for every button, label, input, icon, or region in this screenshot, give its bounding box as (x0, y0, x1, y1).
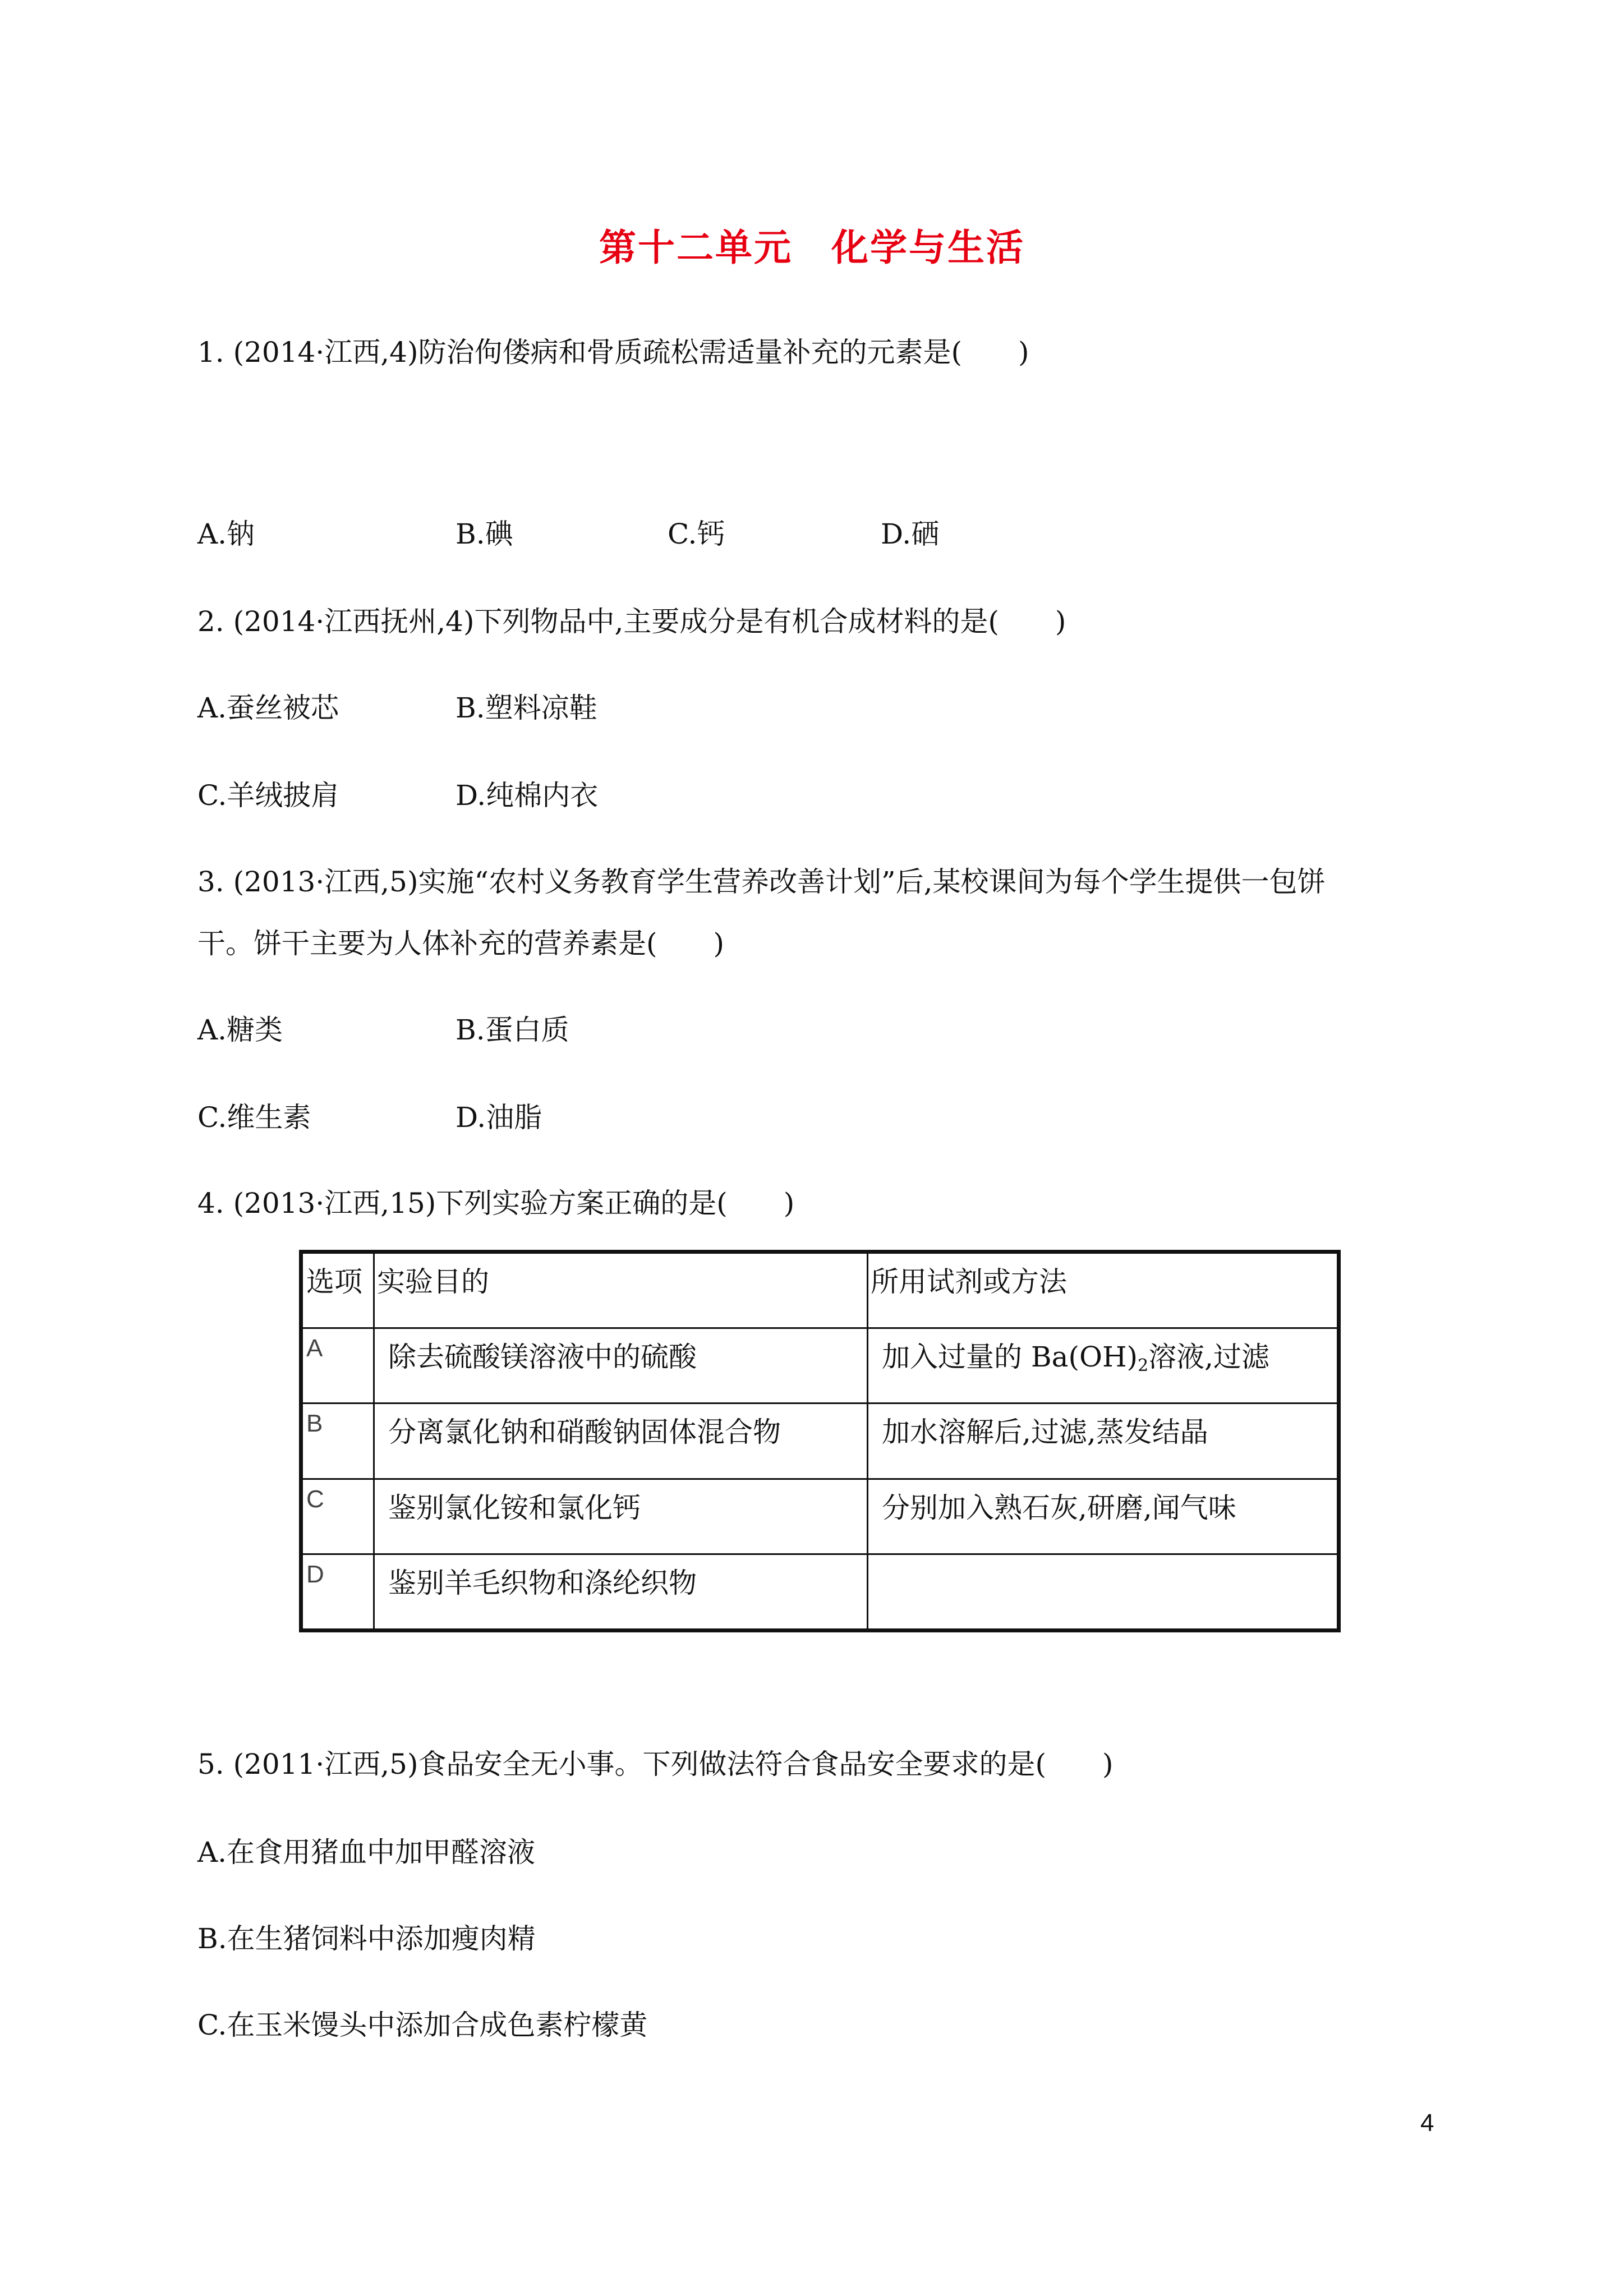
table-row (301, 1404, 1339, 1479)
q3-option-d: D.油脂 (456, 1101, 542, 1134)
table-cell-purpose: 除去硫酸镁溶液中的硫酸 (374, 1328, 868, 1404)
table-cell-option: A (301, 1328, 374, 1404)
q5-option-c: C.在玉米馒头中添加合成色素柠檬黄 (197, 2009, 648, 2041)
q2-option-b: B.塑料凉鞋 (456, 692, 597, 724)
table-cell-method (868, 1328, 1339, 1404)
experiment-table (299, 1250, 1341, 1632)
question-5-stem: 5. (2011·江西,5)食品安全无小事。下列做法符合食品安全要求的是( ) (197, 1748, 1114, 1780)
question-4-stem: 4. (2013·江西,15)下列实验方案正确的是( ) (197, 1187, 795, 1220)
table-cell-purpose: 分离氯化钠和硝酸钠固体混合物 (374, 1404, 868, 1479)
table-cell-method (868, 1554, 1339, 1630)
question-1-stem: 1. (2014·江西,4)防治佝偻病和骨质疏松需适量补充的元素是( ) (197, 336, 1029, 369)
q3-option-c: C.维生素 (197, 1101, 311, 1134)
method-text-post: 溶液,过滤 (1148, 1341, 1270, 1374)
q2-option-a: A.蚕丝被芯 (197, 692, 339, 724)
q3-option-b: B.蛋白质 (456, 1014, 569, 1046)
table-header-method: 所用试剂或方法 (868, 1252, 1339, 1328)
q1-option-a: A.钠 (197, 518, 255, 550)
question-2-stem: 2. (2014·江西抚州,4)下列物品中,主要成分是有机合成材料的是( ) (197, 605, 1066, 638)
table-cell-method: 加水溶解后,过滤,蒸发结晶 (868, 1404, 1339, 1479)
q1-option-d: D.硒 (881, 518, 940, 550)
q5-option-b: B.在生猪饲料中添加瘦肉精 (197, 1922, 536, 1955)
q1-option-b: B.碘 (456, 518, 513, 550)
table-cell-option: C (301, 1479, 374, 1554)
table-header-option: 选项 (301, 1252, 374, 1328)
table-row (301, 1479, 1339, 1554)
table-cell-option: B (301, 1404, 374, 1479)
page-title: 第十二单元 化学与生活 (599, 226, 1025, 269)
method-subscript: 2 (1138, 1356, 1149, 1376)
q1-option-c: C.钙 (668, 518, 725, 550)
table-header-row (301, 1252, 1339, 1328)
page-number: 4 (1420, 2109, 1434, 2137)
table-cell-method: 分别加入熟石灰,研磨,闻气味 (868, 1479, 1339, 1554)
question-3-stem-line1: 3. (2013·江西,5)实施“农村义务教育学生营养改善计划”后,某校课间为每个学生提供一包饼 (197, 866, 1326, 898)
q5-option-a: A.在食用猪血中加甲醛溶液 (197, 1836, 536, 1869)
table-row (301, 1554, 1339, 1630)
table-cell-purpose: 鉴别羊毛织物和涤纶织物 (374, 1554, 868, 1630)
question-3-stem-line2: 干。饼干主要为人体补充的营养素是( ) (197, 927, 725, 960)
q2-option-d: D.纯棉内衣 (456, 779, 599, 812)
table-cell-purpose: 鉴别氯化铵和氯化钙 (374, 1479, 868, 1554)
method-text-pre: 加入过量的 Ba(OH) (882, 1341, 1138, 1374)
table-cell-option: D (301, 1554, 374, 1630)
table-row (301, 1328, 1339, 1404)
q2-option-c: C.羊绒披肩 (197, 779, 339, 812)
table-header-purpose: 实验目的 (374, 1252, 868, 1328)
q3-option-a: A.糖类 (197, 1014, 283, 1046)
